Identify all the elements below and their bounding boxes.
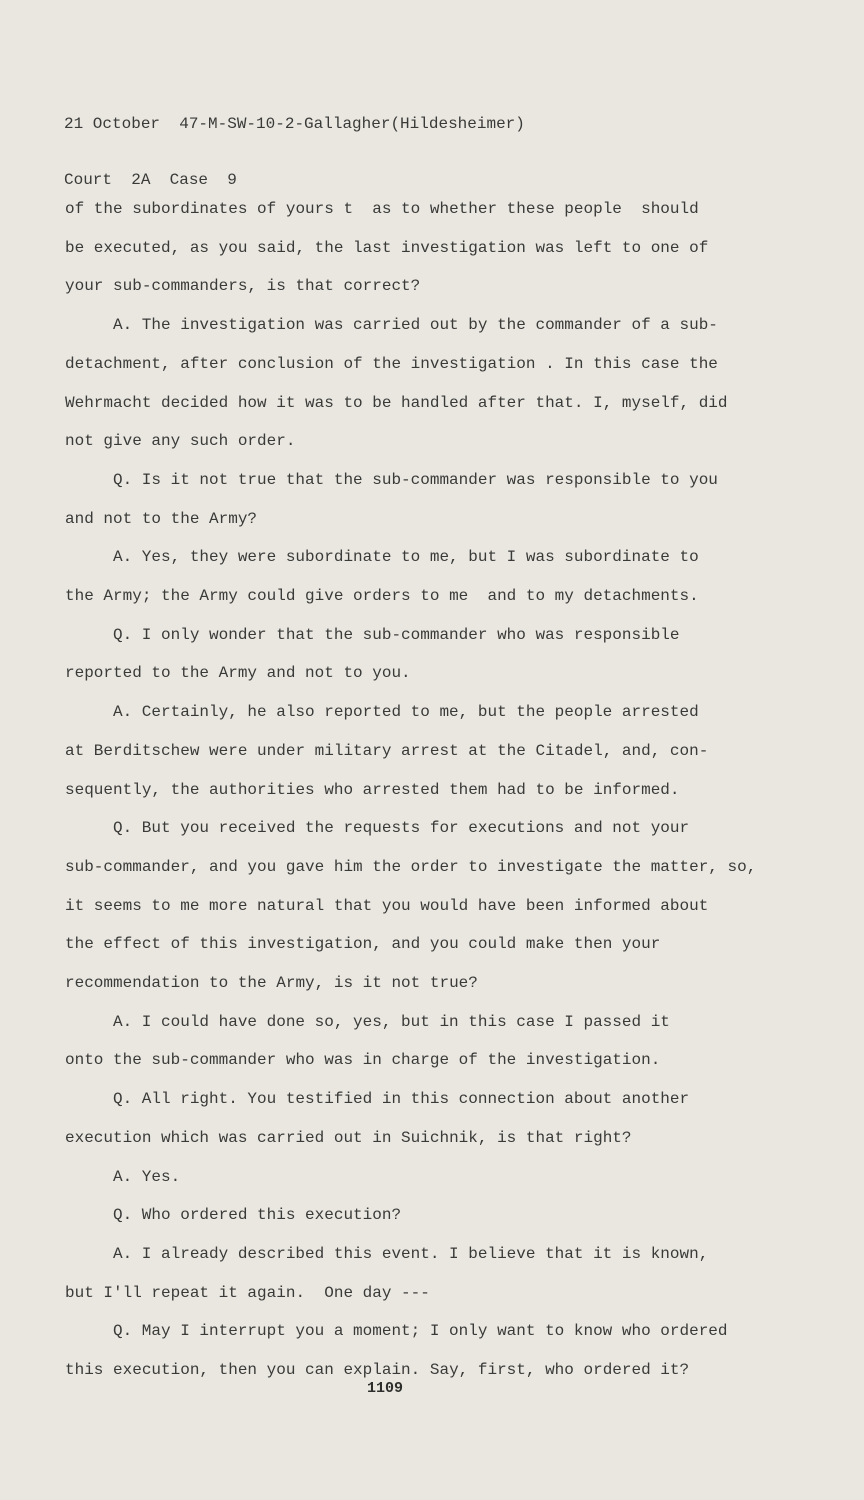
transcript-line: of the subordinates of yours t as to whether these people should — [65, 200, 699, 218]
transcript-line: and not to the Army? — [65, 509, 258, 528]
header-court-case: Court 2A Case 9 — [64, 170, 237, 189]
transcript-line: A. I could have done so, yes, but in this case I passed it — [113, 1012, 670, 1031]
transcript-line: A. I already described this event. I believe that it is known, — [113, 1244, 709, 1263]
transcript-line: Q. All right. You testified in this connection about another — [113, 1090, 690, 1109]
transcript-line: A. The investigation was carried out by the commander of a sub- — [113, 316, 718, 335]
transcript-line: it seems to me more natural that you would have been informed about — [65, 896, 709, 915]
transcript-line: the Army; the Army could give orders to me and to my detachments. — [65, 587, 699, 606]
transcript-line: Q. I only wonder that the sub-commander who was responsible — [113, 625, 680, 644]
transcript-line: recommendation to the Army, is it not true? — [65, 974, 478, 993]
transcript-line: reported to the Army and not to you. — [65, 664, 411, 683]
transcript-line: A. Yes, they were subordinate to me, but I was subordinate to — [113, 548, 699, 567]
transcript-line: your sub-commanders, is that correct? — [65, 277, 421, 296]
transcript-line: onto the sub-commander who was in charge of the investigation. — [65, 1051, 661, 1070]
transcript-line: A. Certainly, he also reported to me, but the people arrested — [113, 703, 699, 722]
transcript-line: Q. Is it not true that the sub-commander was responsible to you — [113, 470, 718, 489]
transcript-line: sequently, the authorities who arrested them had to be informed. — [65, 780, 680, 799]
transcript-line: Q. Who ordered this execution? — [113, 1206, 402, 1225]
transcript-line: detachment, after conclusion of the investigation . In this case the — [65, 354, 718, 373]
transcript-line: execution which was carried out in Suichnik, is that right? — [65, 1128, 632, 1147]
transcript-line: Q. But you received the requests for executions and not your — [113, 819, 690, 838]
transcript-line: A. Yes. — [113, 1167, 181, 1186]
page-number: 1109 — [367, 1380, 404, 1397]
transcript-line: this execution, then you can explain. Say, first, who ordered it? — [65, 1361, 690, 1380]
transcript-line: Wehrmacht decided how it was to be handled after that. I, myself, did — [65, 393, 728, 412]
transcript-line: not give any such order. — [65, 432, 296, 451]
transcript-line: Q. May I interrupt you a moment; I only want to know who ordered — [113, 1322, 728, 1341]
header-date-reference: 21 October 47-M-SW-10-2-Gallagher(Hildesheimer) — [64, 115, 525, 133]
transcript-line: but I'll repeat it again. One day --- — [65, 1283, 430, 1302]
transcript-body — [65, 190, 756, 1390]
transcript-line: the effect of this investigation, and you could make then your — [65, 935, 661, 954]
transcript-line: sub-commander, and you gave him the order to investigate the matter, so, — [65, 857, 757, 876]
document-header — [64, 78, 525, 208]
transcript-line: be executed, as you said, the last investigation was left to one of — [65, 238, 709, 257]
transcript-line: at Berditschew were under military arrest at the Citadel, and, con- — [65, 741, 709, 760]
